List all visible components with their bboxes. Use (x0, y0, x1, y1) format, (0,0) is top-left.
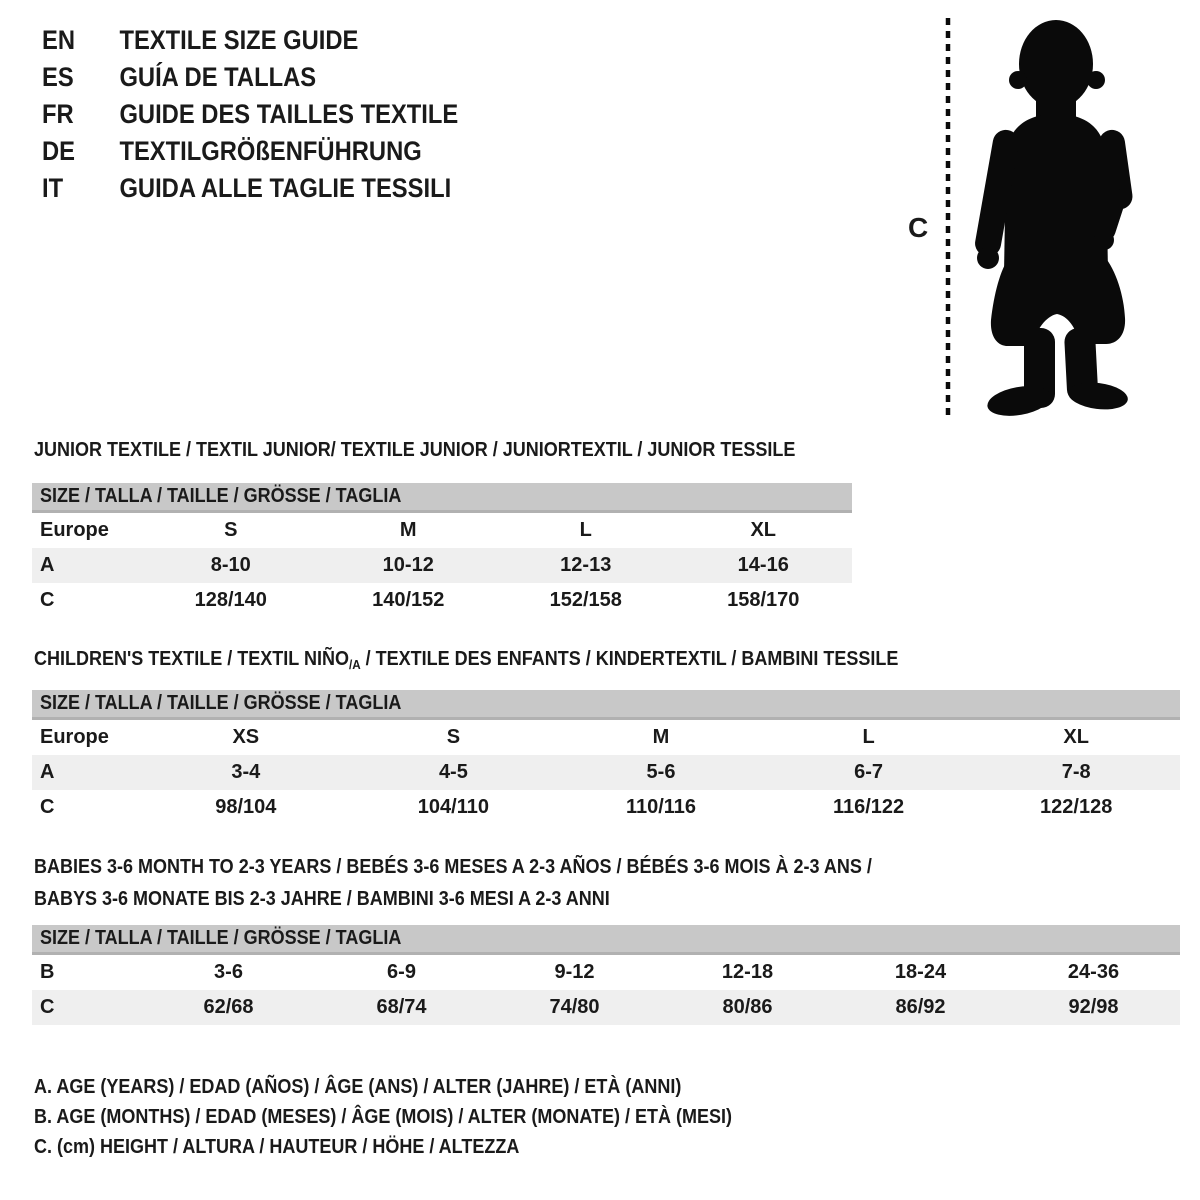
language-row-fr (42, 96, 458, 133)
size-cell: 104/110 (417, 796, 489, 818)
size-cell: 128/140 (194, 589, 267, 611)
size-cell: 12-18 (721, 961, 774, 983)
size-cell: XS (232, 726, 260, 748)
junior-textile-title-line: JUNIOR TEXTILE / TEXTIL JUNIOR/ TEXTILE JUNIOR / JUNIORTEXTIL / JUNIOR TESSILE (34, 439, 796, 461)
size-cell: 6-9 (387, 961, 416, 983)
language-code: FR (42, 99, 74, 129)
size-cell: 9-12 (554, 961, 595, 983)
table-row-b (32, 955, 1180, 990)
size-cell: 92/98 (1068, 996, 1119, 1018)
table-row-a (32, 755, 1180, 790)
childrens-textile-table-title (34, 637, 1180, 678)
size-cell: 68/74 (376, 996, 427, 1018)
size-cell: 10-12 (382, 554, 434, 576)
size-cell: 116/122 (832, 796, 905, 818)
size-cell: 5-6 (646, 761, 676, 783)
babies-textile-table (32, 925, 1180, 1025)
size-cell: S (446, 726, 461, 748)
language-row-en (42, 22, 458, 59)
size-cell: 140/152 (372, 589, 445, 611)
size-cell: 122/128 (1040, 796, 1113, 818)
babies-textile-title-line: BABIES 3-6 MONTH TO 2-3 YEARS / BEBÉS 3-6 MESES A 2-3 AÑOS / BÉBÉS 3-6 MOIS À 2-3 ANS / (34, 856, 872, 878)
childrens-textile-table (32, 690, 1180, 825)
language-code: ES (42, 62, 74, 92)
size-header-label: SIZE / TALLA / TAILLE / GRÖSSE / TAGLIA (40, 692, 402, 714)
size-header-bar (32, 690, 1180, 720)
size-cell: 8-10 (210, 554, 251, 576)
row-label: B (40, 961, 55, 983)
row-label: A (40, 761, 55, 783)
size-cell: 80/86 (722, 996, 773, 1018)
babies-textile-table-title (34, 845, 1180, 915)
size-cell: XL (750, 519, 777, 541)
size-cell: L (579, 519, 592, 541)
size-cell: 3-4 (231, 761, 261, 783)
table-row-europe (32, 720, 1180, 755)
size-cell: 110/116 (625, 796, 697, 818)
size-header-bar (32, 483, 852, 513)
size-cell: 6-7 (854, 761, 884, 783)
table-rows (32, 955, 1180, 1025)
language-row-it (42, 170, 458, 207)
table-rows (32, 720, 1180, 825)
measure-label-c: C (908, 212, 929, 243)
table-row-c (32, 990, 1180, 1025)
row-label: C (40, 589, 55, 611)
babies-textile-table-section (32, 845, 1180, 1018)
figure-area (900, 12, 1160, 424)
table-rows (32, 513, 852, 618)
size-cell: 18-24 (894, 961, 947, 983)
language-guide-title: GUÍA DE TALLAS (119, 62, 317, 92)
language-code: EN (42, 25, 76, 55)
legend-line-a: A. AGE (YEARS) / EDAD (AÑOS) / ÂGE (ANS) / ALTER (JAHRE) / ETÀ (ANNI) (34, 1076, 682, 1098)
size-cell: 98/104 (215, 796, 277, 818)
language-row-de (42, 133, 458, 170)
row-label: A (40, 554, 55, 576)
table-row-a (32, 548, 852, 583)
size-cell: 4-5 (438, 761, 468, 783)
size-cell: 152/158 (549, 589, 622, 611)
junior-textile-table-title (34, 430, 852, 463)
language-guide-title: GUIDA ALLE TAGLIE TESSILI (119, 173, 452, 203)
size-cell: 14-16 (737, 554, 789, 576)
language-code: IT (42, 173, 64, 203)
height-measure-line (940, 12, 956, 424)
table-row-europe (32, 513, 852, 548)
size-cell: S (224, 519, 238, 541)
size-cell: 86/92 (895, 996, 946, 1018)
size-cell: L (862, 726, 875, 748)
junior-textile-table (32, 483, 852, 618)
row-label: Europe (40, 519, 109, 541)
language-guide-title: TEXTILE SIZE GUIDE (119, 25, 359, 55)
row-label: C (40, 796, 55, 818)
size-cell: 7-8 (1061, 761, 1091, 783)
babies-textile-title-line: BABYS 3-6 MONATE BIS 2-3 JAHRE / BAMBINI 3-6 MESI A 2-3 ANNI (34, 888, 610, 910)
childrens-textile-title-line: CHILDREN'S TEXTILE / TEXTIL $NIÑO_{/A}$ / TEXTILE DES ENFANTS / KINDERTEXTIL / BAMBINI TESSILE (34, 648, 899, 672)
toddler-silhouette-image (964, 18, 1140, 418)
size-cell: M (399, 519, 417, 541)
junior-textile-table-section (32, 430, 852, 611)
row-label: Europe (40, 726, 109, 748)
language-guide (42, 22, 515, 207)
size-cell: XL (1063, 726, 1089, 748)
size-cell: 62/68 (203, 996, 254, 1018)
size-cell: 158/170 (727, 589, 800, 611)
language-code: DE (42, 136, 76, 166)
size-cell: 12-13 (560, 554, 612, 576)
size-cell: M (652, 726, 670, 748)
size-header-bar (32, 925, 1180, 955)
size-cell: 74/80 (549, 996, 600, 1018)
childrens-textile-table-section (32, 637, 1180, 818)
legend-line-b: B. AGE (MONTHS) / EDAD (MESES) / ÂGE (MOIS) / ALTER (MONATE) / ETÀ (MESI) (34, 1106, 732, 1128)
measurement-legend (34, 1072, 810, 1162)
table-row-c (32, 790, 1180, 825)
language-guide-title: TEXTILGRÖßENFÜHRUNG (119, 136, 422, 166)
language-row-es (42, 59, 458, 96)
size-header-label: SIZE / TALLA / TAILLE / GRÖSSE / TAGLIA (40, 927, 402, 949)
language-guide-title: GUIDE DES TAILLES TEXTILE (119, 99, 459, 129)
row-label: C (40, 996, 55, 1018)
table-row-c (32, 583, 852, 618)
legend-line-c: C. (cm) HEIGHT / ALTURA / HAUTEUR / HÖHE / ALTEZZA (34, 1136, 520, 1158)
size-cell: 24-36 (1067, 961, 1120, 983)
size-cell: 3-6 (214, 961, 243, 983)
size-header-label: SIZE / TALLA / TAILLE / GRÖSSE / TAGLIA (40, 485, 402, 507)
